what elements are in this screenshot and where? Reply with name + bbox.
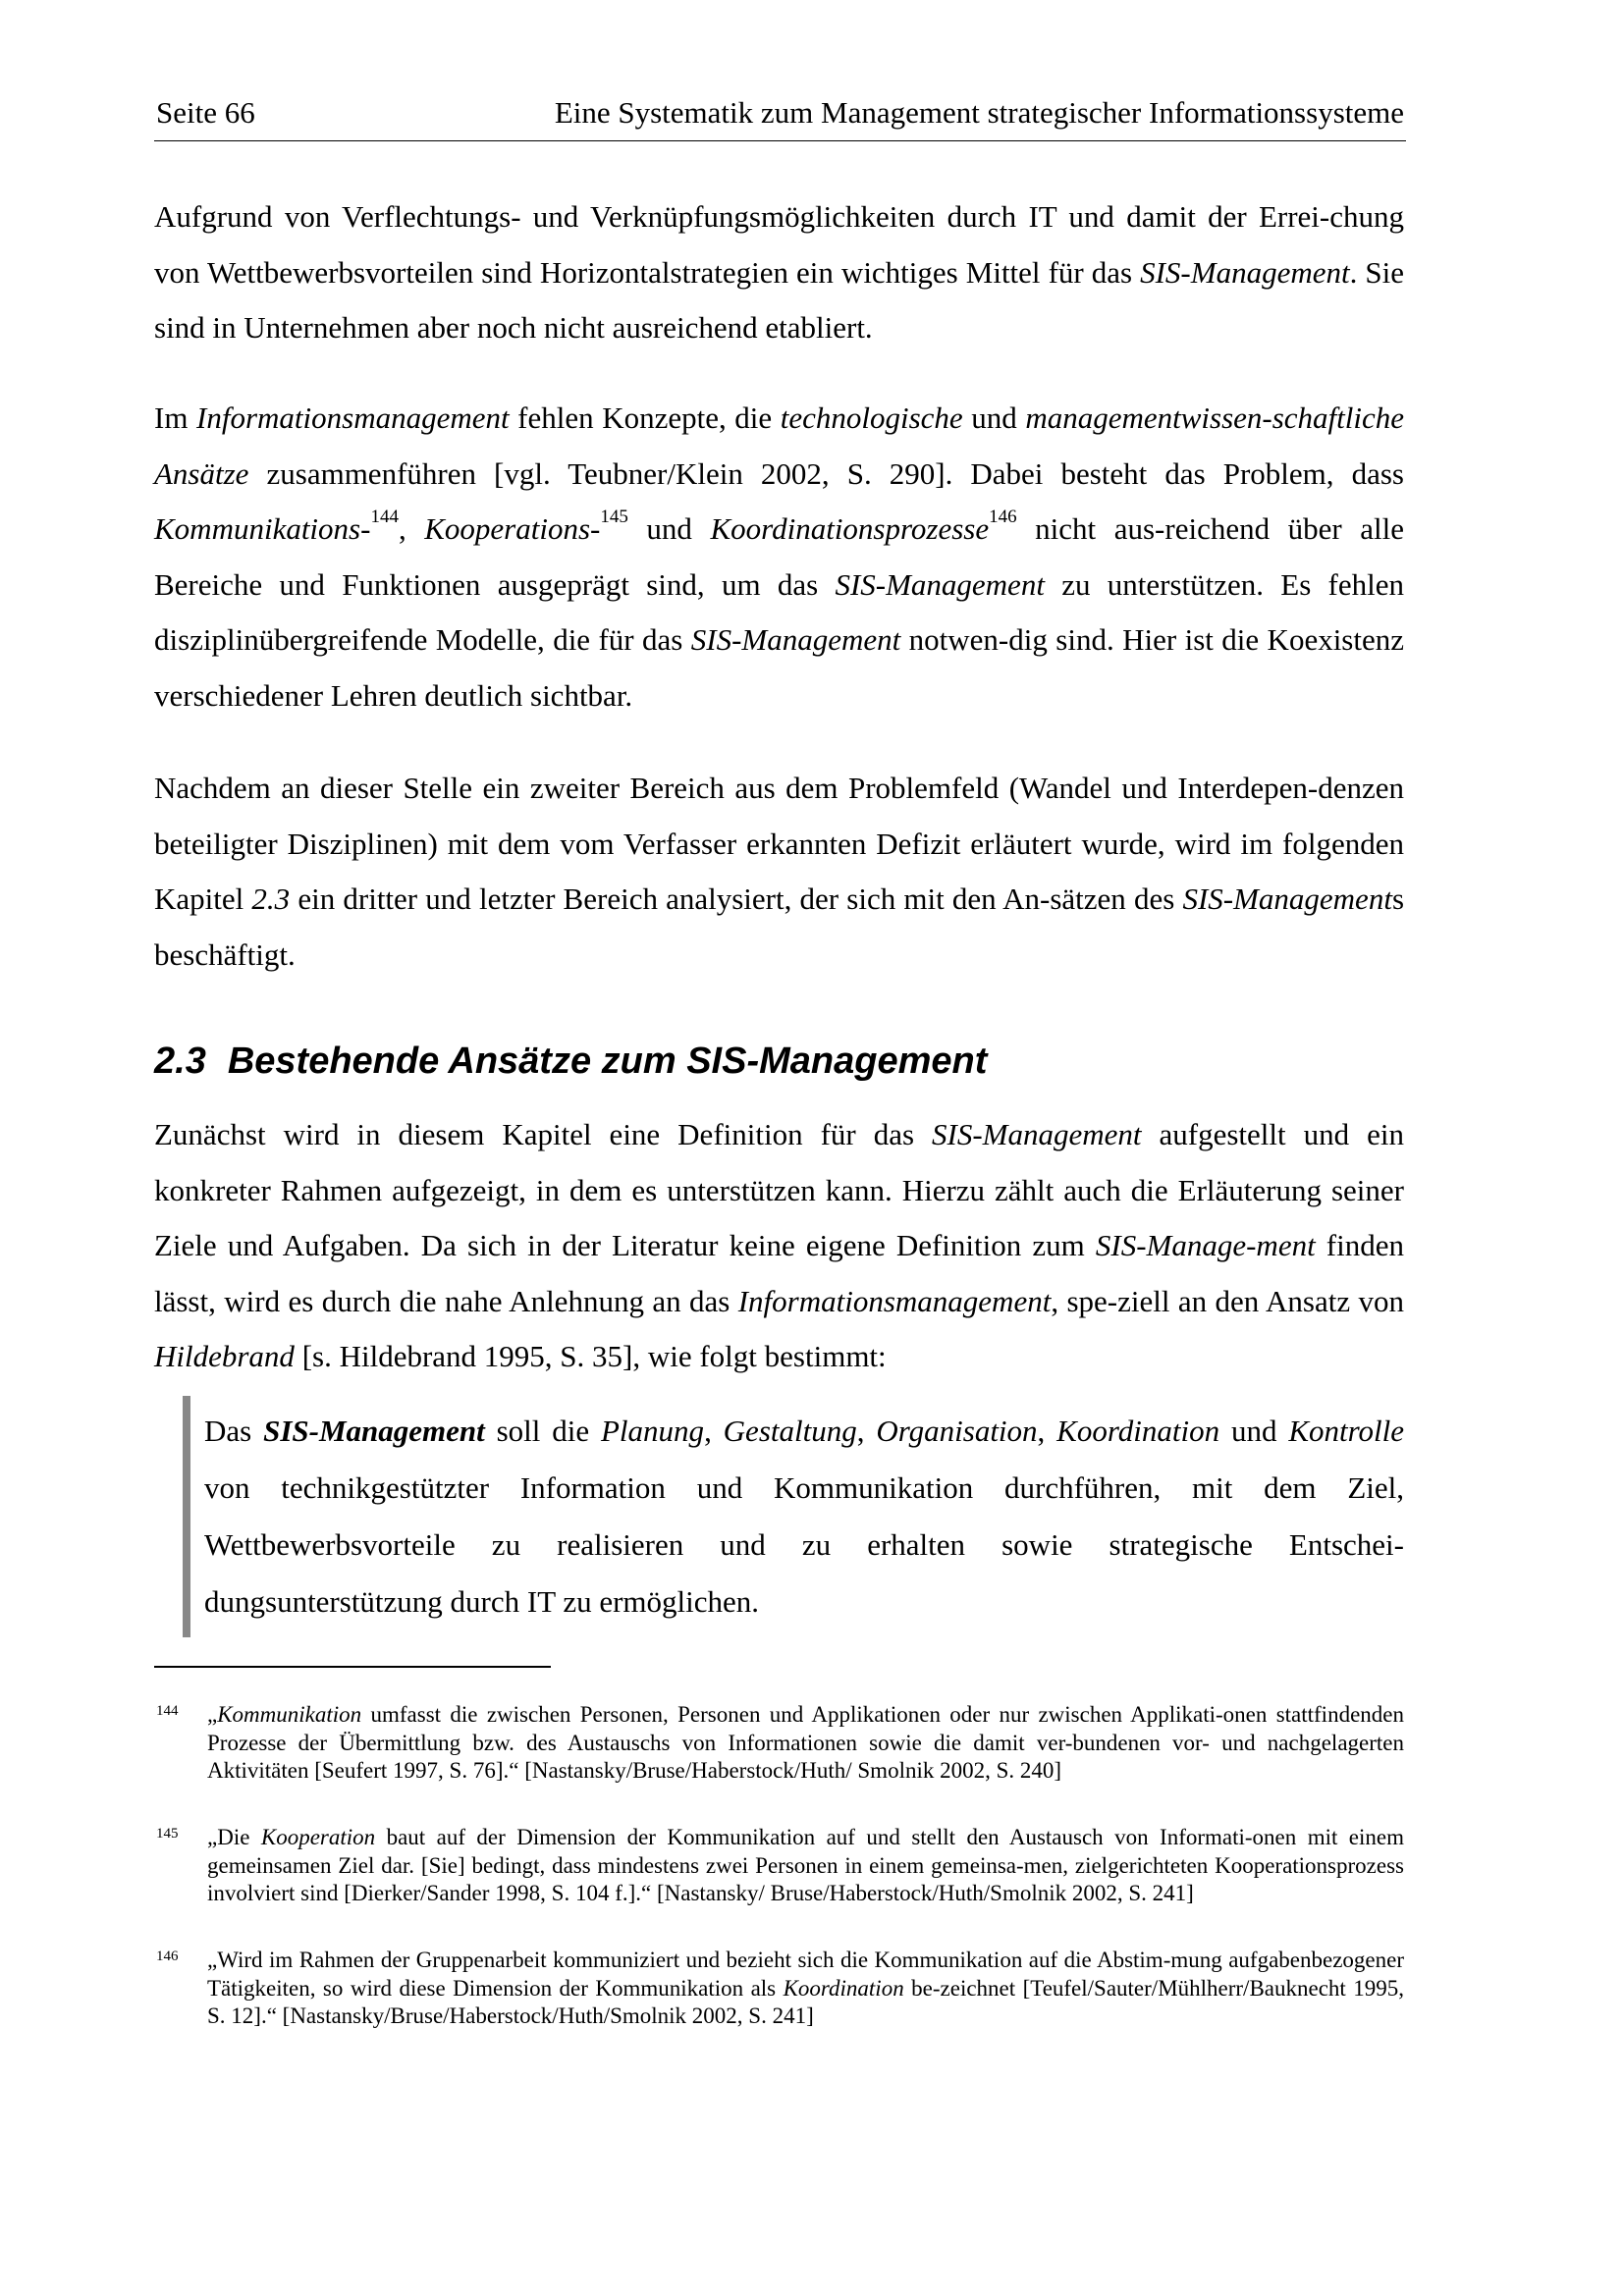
paragraph-horizontal-strategies [154,189,1404,356]
text: [s. Hildebrand 1995, S. 35], wie folgt bestimmt: [294,1339,887,1373]
emphasis: SIS-Management [1182,881,1392,916]
text: s beschäftigt. [154,881,1405,972]
text: , spe-ziell an den Ansatz von [1051,1283,1404,1318]
quote-bar [183,1396,190,1637]
emphasis: Koordinationsprozesse [710,511,990,546]
text: zu unterstützen. Es fehlen disziplinübergreifende Modelle, die für das [154,566,1404,657]
page-header [154,93,1406,141]
emphasis: Informationsmanagement [737,1283,1052,1318]
text: . Sie sind in Unternehmen aber noch nicht ausreichend etabliert. [154,254,1404,345]
paragraph-definition-intro [154,1107,1404,1385]
footnote-ref-145[interactable]: 145 [600,506,628,527]
emphasis: SIS-Management [1140,254,1350,290]
text: zusammenführen [vgl. Teubner/Klein 2002, S. 290]. Dabei besteht das Problem, dass [248,455,1404,491]
footnote-number: 146 [156,1949,179,1964]
text: , [1037,1414,1057,1448]
emphasis: managementwissen-schaftliche Ansätze [154,400,1405,491]
paragraph-transition [154,761,1404,983]
emphasis: SIS-Management [690,622,901,657]
text: Nachdem an dieser Stelle ein zweiter Bereich aus dem Problemfeld (Wandel und Interdepen-denzen beteiligter Disziplinen) mit dem vom Verfasser erkannten Defizit erläutert wurde, wird im folgenden Kapitel [154,771,1404,916]
footnote-number: 144 [156,1703,179,1719]
emphasis: Kommunikations- [154,511,371,546]
emphasis: Kooperation [260,1825,376,1849]
text: baut auf der Dimension der Kommunikation auf und stellt den Austausch von Informati-onen mit einem gemeinsamen Ziel dar. [Sie] bedingt, dass mindestens zwei Personen in einem gemeinsa-men, zielgerichteten Kooperationsprozess involviert sind [Dierker/Sander 1998, S. 104 f.].“ [Nastansky/ Bruse/Haberstock/Huth/Smolnik 2002, S. 241] [207,1825,1404,1905]
defined-term: SIS-Management [263,1414,485,1448]
text: , [398,511,425,546]
footnote-number: 145 [156,1826,179,1842]
footnote-146 [154,1947,1404,2031]
emphasis: Kontrolle [1288,1414,1405,1448]
text: und [1219,1414,1289,1448]
text: „Die [207,1825,261,1849]
section-number: 2.3 [154,1041,206,1082]
emphasis: technologische [780,400,963,435]
footnote-145 [154,1824,1404,1908]
text: soll die [484,1414,601,1448]
emphasis: Koordination [1056,1414,1220,1448]
section-heading [154,1041,987,1083]
text: , [856,1414,877,1448]
emphasis: SIS-Management [932,1117,1142,1151]
emphasis: Informationsmanagement [196,400,510,435]
chapter-ref: 2.3 [251,881,291,916]
text: fehlen Konzepte, die [509,400,781,435]
emphasis: Koordination [783,1975,904,2001]
text: Das [204,1414,264,1448]
text: umfasst die zwischen Personen, Personen und Applikationen oder nur zwischen Applikati-onen stattfindenden Prozesse der Übermittlung bzw. des Austauschs von Informationen sowie die damit ver-bundenen vor- und nachgelagerten Aktivitäten [Seufert 1997, S. 76].“ [Nastansky/Bruse/Haberstock/Huth/ Smolnik 2002, S. 240] [207,1702,1404,1783]
footnote-text [207,1947,1404,2031]
running-title: Eine Systematik zum Management strategischer Informationssysteme [554,95,1404,130]
emphasis: Kooperations- [424,511,601,546]
footnote-ref-144[interactable]: 144 [370,506,399,527]
footnote-144 [154,1701,1404,1786]
paragraph-information-management [154,391,1404,723]
emphasis: Hildebrand [154,1339,295,1373]
section-title: Bestehende Ansätze zum SIS-Management [227,1041,988,1082]
text: nicht aus-reichend über alle Bereiche und Funktionen ausgeprägt sind, um das [154,511,1405,602]
footnote-separator [154,1666,551,1668]
text: „ [207,1702,218,1727]
text: aufgestellt und ein konkreter Rahmen aufgezeigt, in dem es unterstützen kann. Hierzu zählt auch die Erläuterung seiner Ziele und Aufgaben. Da sich in der Literatur keine eigene Definition zum [154,1117,1404,1262]
text: be-zeichnet [Teufel/Sauter/Mühlherr/Bauknecht 1995, S. 12].“ [Nastansky/Bruse/Haberstock/Huth/Smolnik 2002, S. 241] [207,1975,1405,2028]
footnote-ref-146[interactable]: 146 [989,506,1017,527]
text: Aufgrund von Verflechtungs- und Verknüpfungsmöglichkeiten durch IT und damit der Errei-chung von Wettbewerbsvorteilen sind Horizontalstrategien ein wichtiges Mittel für das [154,199,1404,290]
emphasis: Planung [601,1414,705,1448]
footnote-text [207,1701,1404,1786]
text: und [627,511,711,546]
footnote-text [207,1824,1404,1908]
text: von technikgestützter Information und Kommunikation durchführen, mit dem Ziel, Wettbewerbsvorteile zu realisieren und zu erhalten sowie strategische Entschei-dungsunterstützung durch IT zu ermöglichen. [204,1470,1404,1619]
page-number: Seite 66 [156,95,255,130]
emphasis: SIS-Manage-ment [1095,1228,1316,1262]
text: Im [154,400,197,435]
emphasis: Kommunikation [217,1702,362,1727]
text: notwen-dig sind. Hier ist die Koexistenz verschiedener Lehren deutlich sichtbar. [154,622,1405,713]
text: und [962,400,1026,435]
definition-quote [204,1403,1404,1630]
emphasis: Gestaltung [723,1414,857,1448]
emphasis: SIS-Management [835,566,1045,602]
text: finden lässt, wird es durch die nahe Anlehnung an das [154,1228,1404,1318]
text: ein dritter und letzter Bereich analysiert, der sich mit den An-sätzen des [290,881,1183,916]
text: Zunächst wird in diesem Kapitel eine Definition für das [154,1117,933,1151]
text: , [704,1414,724,1448]
emphasis: Organisation [876,1414,1038,1448]
text: „Wird im Rahmen der Gruppenarbeit kommuniziert und bezieht sich die Kommunikation auf die Abstim-mung aufgabenbezogener Tätigkeiten, so wird diese Dimension der Kommunikation als [207,1948,1404,2001]
